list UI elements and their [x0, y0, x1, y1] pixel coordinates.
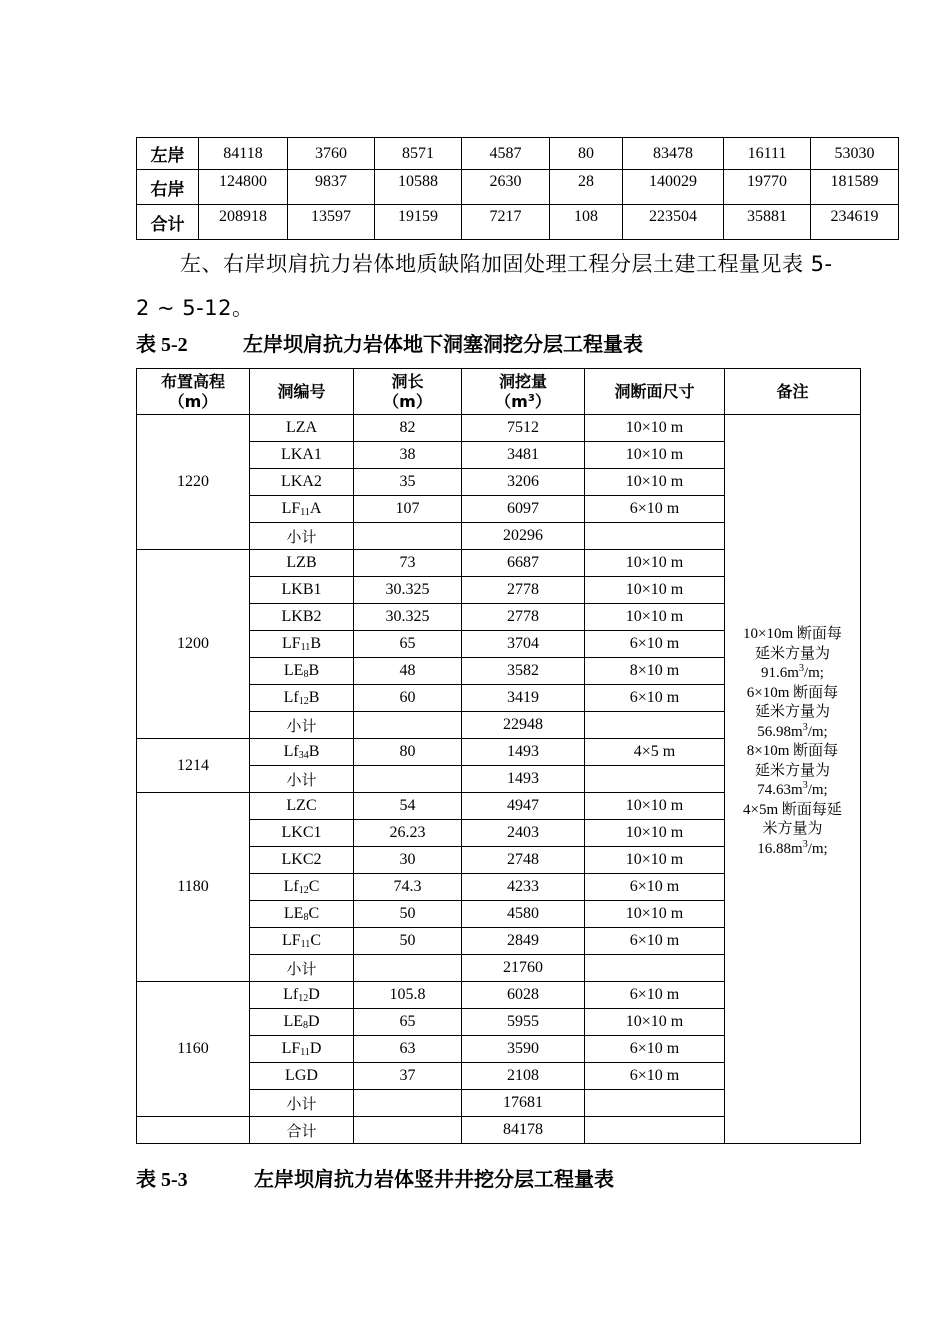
section-cell: 10×10 m — [585, 577, 725, 604]
code-cell: $LE_8D$ — [250, 1009, 354, 1036]
volume-cell: 21760 — [462, 955, 585, 982]
code-cell: LKB1 — [250, 577, 354, 604]
length-cell — [354, 1117, 462, 1144]
volume-cell: 84178 — [462, 1117, 585, 1144]
table-cell: 7217 — [462, 205, 550, 240]
table-cell: 80 — [550, 138, 623, 170]
excavation-table — [136, 368, 861, 1144]
code-cell: $LE_8C$ — [250, 901, 354, 928]
section-cell: 6×10 m — [585, 1063, 725, 1090]
row-label: 左岸 — [137, 138, 199, 170]
table-cell: 4587 — [462, 138, 550, 170]
length-cell: 48 — [354, 658, 462, 685]
table-cell: 223504 — [623, 205, 724, 240]
code-cell: $LE_8B$ — [250, 658, 354, 685]
elevation-cell — [137, 1117, 250, 1144]
section-cell — [585, 766, 725, 793]
code-cell: 小计 — [250, 523, 354, 550]
remark-cell: 10×10m 断面每 延米方量为 $91.6m^3/m$; 6×10m 断面每 延米方量为 $56.98m^3/m$; 8×10m 断面每 延米方量为 $74.63m^3/m$; 4×5m 断面每延 米方量为 $16.88m^3/m$; — [725, 415, 861, 1144]
table-cell: 9837 — [288, 170, 375, 205]
table-cell: 53030 — [811, 138, 899, 170]
code-cell: $LF_{11}D$ — [250, 1036, 354, 1063]
volume-cell: 3590 — [462, 1036, 585, 1063]
volume-cell: 1493 — [462, 739, 585, 766]
volume-cell: 6687 — [462, 550, 585, 577]
code-cell: $LF_{11}B$ — [250, 631, 354, 658]
section-cell: 6×10 m — [585, 928, 725, 955]
length-cell: 105.8 — [354, 982, 462, 1009]
code-cell: LZB — [250, 550, 354, 577]
volume-cell: 3481 — [462, 442, 585, 469]
summary-table — [136, 137, 899, 240]
volume-cell: 17681 — [462, 1090, 585, 1117]
code-cell: 小计 — [250, 712, 354, 739]
code-cell: $LF_{11}A$ — [250, 496, 354, 523]
volume-cell: 22948 — [462, 712, 585, 739]
volume-cell: 3419 — [462, 685, 585, 712]
elevation-cell: 1220 — [137, 415, 250, 550]
length-cell: 65 — [354, 1009, 462, 1036]
table-caption — [136, 328, 643, 357]
header-volume: 洞挖量 $(m^3)$ — [462, 369, 585, 415]
table-row — [137, 205, 899, 240]
elevation-cell: 1214 — [137, 739, 250, 793]
volume-cell: 4233 — [462, 874, 585, 901]
section-cell: 6×10 m — [585, 874, 725, 901]
body-paragraph-line2: 2 ~ 5-12。 — [136, 296, 254, 320]
length-cell: 82 — [354, 415, 462, 442]
code-cell: LKA2 — [250, 469, 354, 496]
table-cell: 19770 — [724, 170, 811, 205]
body-paragraph-line1: 左、右岸坝肩抗力岩体地质缺陷加固处理工程分层土建工程量见表 5- — [180, 252, 833, 276]
table-cell: 140029 — [623, 170, 724, 205]
section-cell — [585, 712, 725, 739]
length-cell: 30 — [354, 847, 462, 874]
volume-cell: 2403 — [462, 820, 585, 847]
section-cell — [585, 1117, 725, 1144]
volume-cell: 7512 — [462, 415, 585, 442]
length-cell: 30.325 — [354, 577, 462, 604]
length-cell: 50 — [354, 901, 462, 928]
table-cell: 2630 — [462, 170, 550, 205]
code-cell: LZA — [250, 415, 354, 442]
table-row — [137, 138, 899, 170]
volume-cell: 2778 — [462, 577, 585, 604]
row-label: 右岸 — [137, 170, 199, 205]
volume-cell: 6028 — [462, 982, 585, 1009]
table-number: 表 5-3 — [136, 1169, 188, 1191]
code-cell: $LF_{11}C$ — [250, 928, 354, 955]
code-cell: 小计 — [250, 1090, 354, 1117]
length-cell: 63 — [354, 1036, 462, 1063]
code-cell: LKC2 — [250, 847, 354, 874]
code-cell: $Lf_{12}D$ — [250, 982, 354, 1009]
table-cell: 83478 — [623, 138, 724, 170]
volume-cell: 3206 — [462, 469, 585, 496]
header-code: 洞编号 — [250, 369, 354, 415]
elevation-cell: 1180 — [137, 793, 250, 982]
table-cell: 3760 — [288, 138, 375, 170]
table-cell: 108 — [550, 205, 623, 240]
table-title: 左岸坝肩抗力岩体竖井井挖分层工程量表 — [254, 1167, 614, 1191]
volume-cell: 4580 — [462, 901, 585, 928]
table-cell: 84118 — [199, 138, 288, 170]
volume-cell: 2108 — [462, 1063, 585, 1090]
volume-cell: 3704 — [462, 631, 585, 658]
section-cell — [585, 1090, 725, 1117]
table-cell: 16111 — [724, 138, 811, 170]
header-elevation: 布置高程 （m） — [137, 369, 250, 415]
section-cell: 10×10 m — [585, 793, 725, 820]
section-cell — [585, 523, 725, 550]
length-cell: 73 — [354, 550, 462, 577]
table-cell: 10588 — [375, 170, 462, 205]
length-cell: 37 — [354, 1063, 462, 1090]
length-cell: 65 — [354, 631, 462, 658]
volume-cell: 4947 — [462, 793, 585, 820]
volume-cell: 20296 — [462, 523, 585, 550]
code-cell: LKA1 — [250, 442, 354, 469]
section-cell: 4×5 m — [585, 739, 725, 766]
code-cell: $Lf_{12}C$ — [250, 874, 354, 901]
table-cell: 28 — [550, 170, 623, 205]
length-cell — [354, 712, 462, 739]
length-cell: 50 — [354, 928, 462, 955]
section-cell: 10×10 m — [585, 415, 725, 442]
length-cell: 30.325 — [354, 604, 462, 631]
section-cell — [585, 955, 725, 982]
volume-cell: 5955 — [462, 1009, 585, 1036]
code-cell: 合计 — [250, 1117, 354, 1144]
code-cell: 小计 — [250, 766, 354, 793]
length-cell: 80 — [354, 739, 462, 766]
volume-cell: 6097 — [462, 496, 585, 523]
section-cell: 10×10 m — [585, 847, 725, 874]
elevation-cell: 1160 — [137, 982, 250, 1117]
section-cell: 10×10 m — [585, 901, 725, 928]
table-cell: 13597 — [288, 205, 375, 240]
table-number: 表 5-2 — [136, 334, 188, 356]
volume-cell: 2849 — [462, 928, 585, 955]
code-cell: LGD — [250, 1063, 354, 1090]
code-cell: LKB2 — [250, 604, 354, 631]
row-label: 合计 — [137, 205, 199, 240]
length-cell — [354, 1090, 462, 1117]
header-section: 洞断面尺寸 — [585, 369, 725, 415]
header-remark: 备注 — [725, 369, 861, 415]
table-title: 左岸坝肩抗力岩体地下洞塞洞挖分层工程量表 — [243, 332, 643, 356]
table-row — [137, 170, 899, 205]
length-cell: 54 — [354, 793, 462, 820]
volume-cell: 3582 — [462, 658, 585, 685]
section-cell: 6×10 m — [585, 982, 725, 1009]
code-cell: 小计 — [250, 955, 354, 982]
table-cell: 181589 — [811, 170, 899, 205]
section-cell: 10×10 m — [585, 1009, 725, 1036]
code-cell: LKC1 — [250, 820, 354, 847]
volume-cell: 2778 — [462, 604, 585, 631]
volume-cell: 1493 — [462, 766, 585, 793]
length-cell: 74.3 — [354, 874, 462, 901]
code-cell: $Lf_{12}B$ — [250, 685, 354, 712]
code-cell: LZC — [250, 793, 354, 820]
length-cell: 107 — [354, 496, 462, 523]
length-cell — [354, 955, 462, 982]
length-cell: 60 — [354, 685, 462, 712]
table-cell: 208918 — [199, 205, 288, 240]
length-cell — [354, 766, 462, 793]
section-cell: 10×10 m — [585, 469, 725, 496]
length-cell: 38 — [354, 442, 462, 469]
section-cell: 10×10 m — [585, 442, 725, 469]
elevation-cell: 1200 — [137, 550, 250, 739]
length-cell — [354, 523, 462, 550]
section-cell: 10×10 m — [585, 550, 725, 577]
volume-cell: 2748 — [462, 847, 585, 874]
table-cell: 124800 — [199, 170, 288, 205]
section-cell: 8×10 m — [585, 658, 725, 685]
length-cell: 26.23 — [354, 820, 462, 847]
table-caption-2 — [136, 1163, 614, 1192]
section-cell: 10×10 m — [585, 820, 725, 847]
section-cell: 6×10 m — [585, 631, 725, 658]
table-cell: 35881 — [724, 205, 811, 240]
header-length: 洞长 （m） — [354, 369, 462, 415]
table-cell: 8571 — [375, 138, 462, 170]
length-cell: 35 — [354, 469, 462, 496]
table-cell: 19159 — [375, 205, 462, 240]
section-cell: 6×10 m — [585, 1036, 725, 1063]
section-cell: 10×10 m — [585, 604, 725, 631]
table-row — [137, 415, 861, 442]
code-cell: $Lf_{34}B$ — [250, 739, 354, 766]
section-cell: 6×10 m — [585, 685, 725, 712]
table-header-row — [137, 369, 861, 415]
section-cell: 6×10 m — [585, 496, 725, 523]
table-cell: 234619 — [811, 205, 899, 240]
